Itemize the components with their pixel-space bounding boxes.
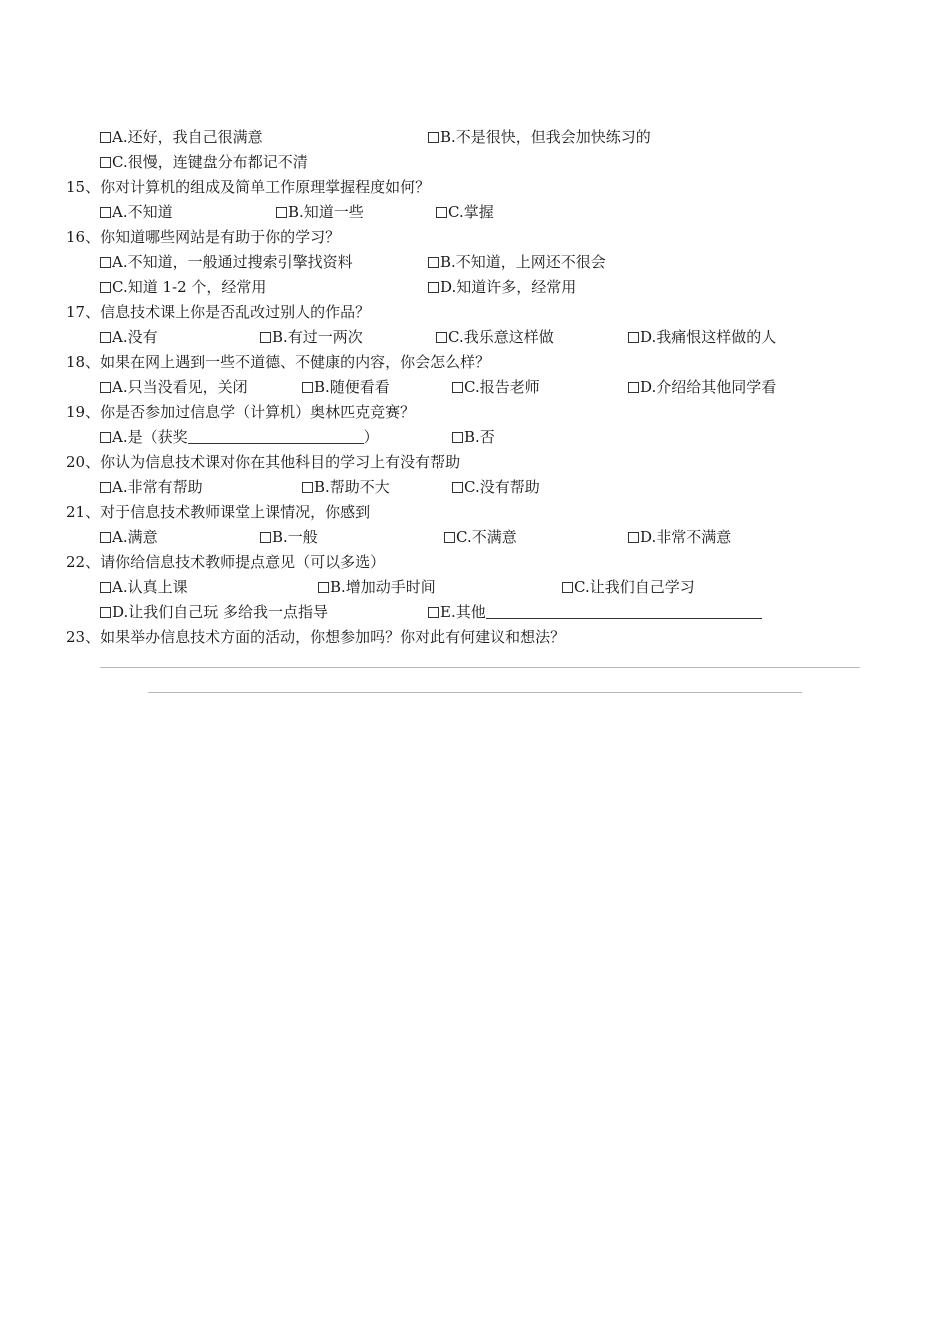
answer-line-2[interactable]	[148, 692, 802, 693]
checkbox-icon[interactable]	[260, 532, 271, 543]
q19-option-a[interactable]: A.是（获奖 ）	[100, 426, 379, 448]
q23-question: 23、如果举办信息技术方面的活动，你想参加吗？你对此有何建议和想法？	[66, 628, 566, 646]
q18-question: 18、如果在网上遇到一些不道德、不健康的内容，你会怎么样？	[66, 353, 491, 371]
checkbox-icon[interactable]	[302, 482, 313, 493]
q22-option-c[interactable]: C.让我们自己学习	[562, 576, 695, 598]
q14-option-b[interactable]: B.不是很快，但我会加快练习的	[428, 126, 651, 148]
checkbox-icon[interactable]	[428, 607, 439, 618]
q20-question: 20、你认为信息技术课对你在其他科目的学习上有没有帮助	[66, 453, 461, 471]
checkbox-icon[interactable]	[436, 332, 447, 343]
q21-option-c[interactable]: C.不满意	[444, 526, 517, 548]
checkbox-icon[interactable]	[428, 257, 439, 268]
q15-option-c[interactable]: C.掌握	[436, 201, 494, 223]
q21-question: 21、对于信息技术教师课堂上课情况，你感到	[66, 503, 371, 521]
q17-question: 17、信息技术课上你是否乱改过别人的作品？	[66, 303, 371, 321]
checkbox-icon[interactable]	[100, 607, 111, 618]
checkbox-icon[interactable]	[100, 582, 111, 593]
q22-option-a[interactable]: A.认真上课	[100, 576, 188, 598]
q20-option-a[interactable]: A.非常有帮助	[100, 476, 203, 498]
checkbox-icon[interactable]	[452, 382, 463, 393]
checkbox-icon[interactable]	[628, 332, 639, 343]
q16-option-c[interactable]: C.知道 1-2 个，经常用	[100, 276, 266, 298]
q14-option-a[interactable]: A.还好，我自己很满意	[100, 126, 263, 148]
checkbox-icon[interactable]	[628, 382, 639, 393]
checkbox-icon[interactable]	[436, 207, 447, 218]
other-blank-field[interactable]	[486, 603, 762, 619]
q18-option-b[interactable]: B.随便看看	[302, 376, 390, 398]
q22-option-b[interactable]: B.增加动手时间	[318, 576, 436, 598]
q17-option-c[interactable]: C.我乐意这样做	[436, 326, 554, 348]
q15-option-a[interactable]: A.不知道	[100, 201, 173, 223]
q14-option-c[interactable]: C.很慢，连键盘分布都记不清	[100, 151, 308, 173]
checkbox-icon[interactable]	[100, 332, 111, 343]
checkbox-icon[interactable]	[100, 532, 111, 543]
q17-option-d[interactable]: D.我痛恨这样做的人	[628, 326, 776, 348]
q16-option-b[interactable]: B.不知道，上网还不很会	[428, 251, 606, 273]
checkbox-icon[interactable]	[100, 282, 111, 293]
checkbox-icon[interactable]	[318, 582, 329, 593]
q16-question: 16、你知道哪些网站是有助于你的学习？	[66, 228, 341, 246]
q15-option-b[interactable]: B.知道一些	[276, 201, 364, 223]
q19-question: 19、你是否参加过信息学（计算机）奥林匹克竞赛？	[66, 403, 416, 421]
checkbox-icon[interactable]	[452, 432, 463, 443]
checkbox-icon[interactable]	[100, 207, 111, 218]
q18-option-d[interactable]: D.介绍给其他同学看	[628, 376, 776, 398]
q20-option-b[interactable]: B.帮助不大	[302, 476, 390, 498]
q22-question: 22、请你给信息技术教师提点意见（可以多选）	[66, 553, 386, 571]
checkbox-icon[interactable]	[100, 382, 111, 393]
answer-line-1[interactable]	[100, 667, 860, 668]
checkbox-icon[interactable]	[428, 282, 439, 293]
q22-option-d[interactable]: D.让我们自己玩 多给我一点指导	[100, 601, 328, 623]
q21-option-a[interactable]: A.满意	[100, 526, 158, 548]
checkbox-icon[interactable]	[100, 432, 111, 443]
checkbox-icon[interactable]	[428, 132, 439, 143]
checkbox-icon[interactable]	[452, 482, 463, 493]
q17-option-b[interactable]: B.有过一两次	[260, 326, 363, 348]
q18-option-a[interactable]: A.只当没看见，关闭	[100, 376, 248, 398]
q16-option-d[interactable]: D.知道许多，经常用	[428, 276, 576, 298]
award-blank-field[interactable]	[188, 428, 364, 444]
q16-option-a[interactable]: A.不知道，一般通过搜索引擎找资料	[100, 251, 353, 273]
q15-question: 15、你对计算机的组成及简单工作原理掌握程度如何？	[66, 178, 431, 196]
q22-option-e[interactable]: E.其他	[428, 601, 762, 623]
checkbox-icon[interactable]	[100, 482, 111, 493]
q18-option-c[interactable]: C.报告老师	[452, 376, 540, 398]
q21-option-b[interactable]: B.一般	[260, 526, 318, 548]
checkbox-icon[interactable]	[260, 332, 271, 343]
checkbox-icon[interactable]	[100, 157, 111, 168]
checkbox-icon[interactable]	[628, 532, 639, 543]
checkbox-icon[interactable]	[100, 257, 111, 268]
checkbox-icon[interactable]	[444, 532, 455, 543]
q20-option-c[interactable]: C.没有帮助	[452, 476, 540, 498]
q21-option-d[interactable]: D.非常不满意	[628, 526, 731, 548]
checkbox-icon[interactable]	[276, 207, 287, 218]
q17-option-a[interactable]: A.没有	[100, 326, 158, 348]
checkbox-icon[interactable]	[562, 582, 573, 593]
q19-option-b[interactable]: B.否	[452, 426, 495, 448]
checkbox-icon[interactable]	[100, 132, 111, 143]
checkbox-icon[interactable]	[302, 382, 313, 393]
